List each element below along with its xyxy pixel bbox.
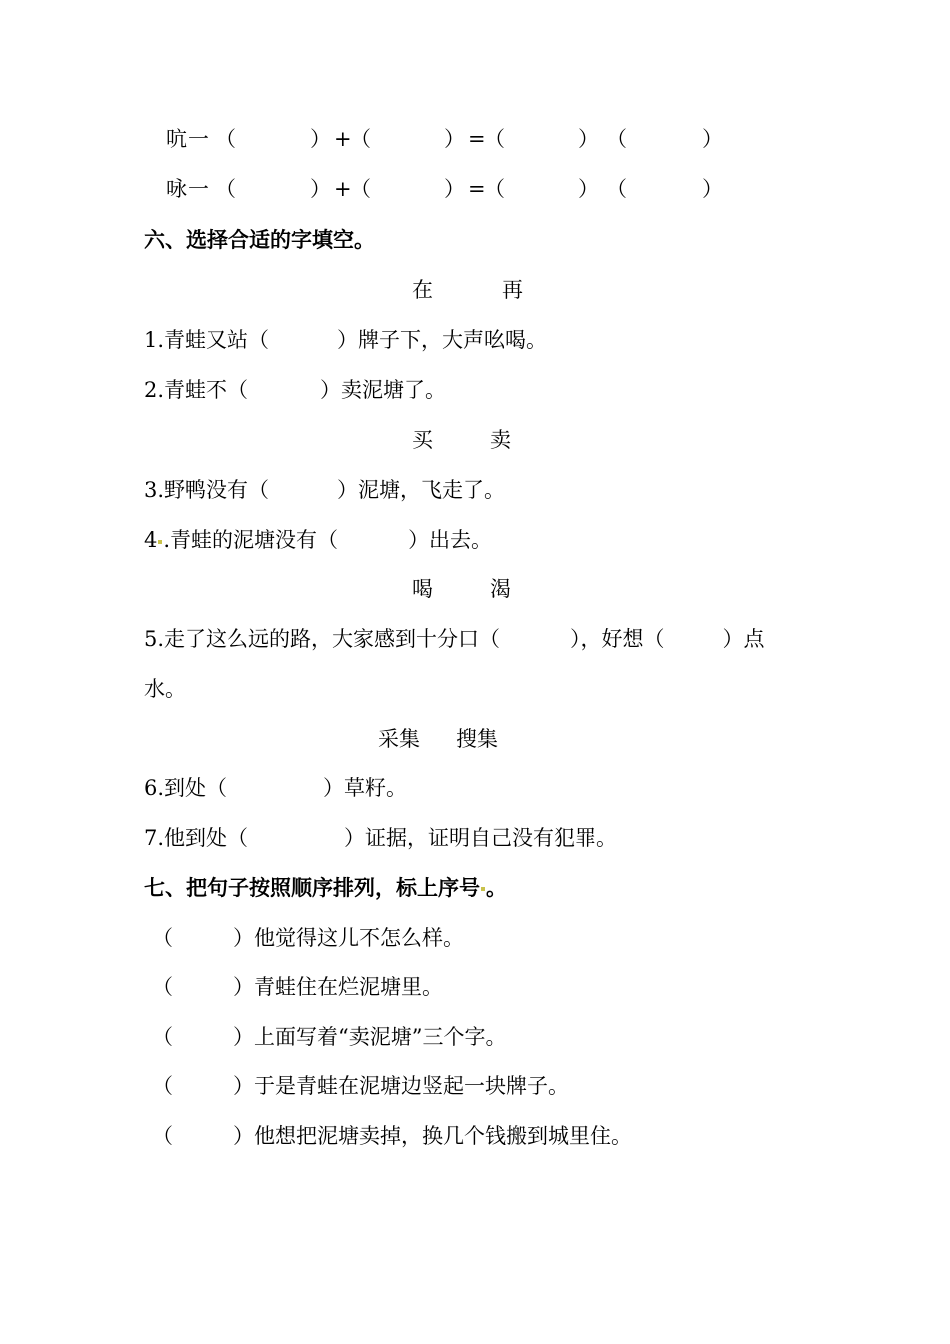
- order-item-2: [152, 972, 443, 1002]
- question-3: [144, 475, 505, 505]
- question-7: [144, 823, 617, 853]
- paren-close: ）: [578, 177, 599, 201]
- question-text: 3.野鸭没有（: [144, 478, 270, 502]
- option-word: 再: [502, 278, 523, 302]
- order-item-1: [152, 923, 464, 953]
- order-item-5: [152, 1121, 632, 1151]
- question-text: ）草籽。: [323, 776, 408, 800]
- paren-close: ）: [310, 127, 331, 151]
- question-5: [144, 624, 765, 654]
- question-6: [144, 773, 407, 803]
- question-4: [144, 525, 492, 555]
- paren-open: （: [215, 177, 236, 201]
- paren-close: ）: [444, 177, 465, 201]
- paren-open: （: [152, 926, 173, 950]
- mark-dot: [158, 540, 162, 544]
- question-text: 5.走了这么远的路，大家感到十分口（: [144, 627, 501, 651]
- question-text: 2.青蛙不（: [144, 378, 249, 402]
- question-number: 4: [144, 528, 158, 552]
- paren-open: （: [606, 177, 627, 201]
- question-text: .青蛙的泥塘没有（: [163, 528, 339, 552]
- paren-open: （: [152, 975, 173, 999]
- option-word: 渴: [490, 577, 511, 601]
- paren-open: （: [350, 177, 371, 201]
- question-text: ）出去。: [408, 528, 493, 552]
- decompose-char: 咏: [166, 177, 187, 201]
- question-1: [144, 325, 547, 355]
- sentence-text: ）青蛙住在烂泥塘里。: [233, 975, 443, 999]
- decompose-char: 吭: [166, 127, 187, 151]
- paren-open: （: [215, 127, 236, 151]
- paren-close: ）: [578, 127, 599, 151]
- sentence-text: ）上面写着“卖泥塘”三个字。: [233, 1025, 507, 1049]
- plus-sign: +: [334, 177, 352, 201]
- order-item-3: [152, 1022, 506, 1052]
- sentence-text: ）他想把泥塘卖掉，换几个钱搬到城里住。: [233, 1124, 632, 1148]
- paren-close: ）: [444, 127, 465, 151]
- question-text: 6.到处（: [144, 776, 228, 800]
- paren-open: （: [484, 177, 505, 201]
- paren-close: ）: [310, 177, 331, 201]
- paren-close: ）: [702, 177, 723, 201]
- question-text: ）点: [722, 627, 765, 651]
- paren-close: ）: [702, 127, 723, 151]
- mark-dot: [481, 887, 485, 891]
- paren-open: （: [152, 1124, 173, 1148]
- paren-open: （: [484, 127, 505, 151]
- option-word: 卖: [490, 428, 511, 452]
- question-text: 1.青蛙又站（: [144, 328, 270, 352]
- sentence-text: ）于是青蛙在泥塘边竖起一块牌子。: [233, 1074, 569, 1098]
- option-word: 搜集: [456, 727, 498, 751]
- section-6-heading: 六、选择合适的字填空。: [144, 228, 375, 252]
- section-7-heading: [144, 873, 507, 903]
- question-text: ），好想（: [570, 627, 665, 651]
- plus-sign: +: [334, 127, 352, 151]
- heading-text: 七、把句子按照顺序排列，标上序号: [144, 876, 480, 900]
- paren-open: （: [152, 1074, 173, 1098]
- decompose-dash: 一: [188, 177, 209, 201]
- equals-sign: =: [468, 127, 486, 151]
- question-text: ）牌子下，大声吆喝。: [337, 328, 548, 352]
- paren-open: （: [350, 127, 371, 151]
- question-text: ）泥塘，飞走了。: [337, 478, 506, 502]
- sentence-text: ）他觉得这儿不怎么样。: [233, 926, 464, 950]
- option-word: 在: [412, 278, 433, 302]
- order-item-4: [152, 1071, 569, 1101]
- option-word: 采集: [378, 727, 420, 751]
- paren-open: （: [606, 127, 627, 151]
- question-text: ）卖泥塘了。: [320, 378, 447, 402]
- question-text: ）证据，证明自己没有犯罪。: [344, 826, 618, 850]
- option-word: 买: [412, 428, 433, 452]
- paren-open: （: [152, 1025, 173, 1049]
- equals-sign: =: [468, 177, 486, 201]
- heading-text: 。: [486, 876, 507, 900]
- question-2: [144, 375, 446, 405]
- option-word: 喝: [412, 577, 433, 601]
- question-5-continuation: 水。: [144, 677, 186, 701]
- question-text: 7.他到处（: [144, 826, 249, 850]
- decompose-dash: 一: [188, 127, 209, 151]
